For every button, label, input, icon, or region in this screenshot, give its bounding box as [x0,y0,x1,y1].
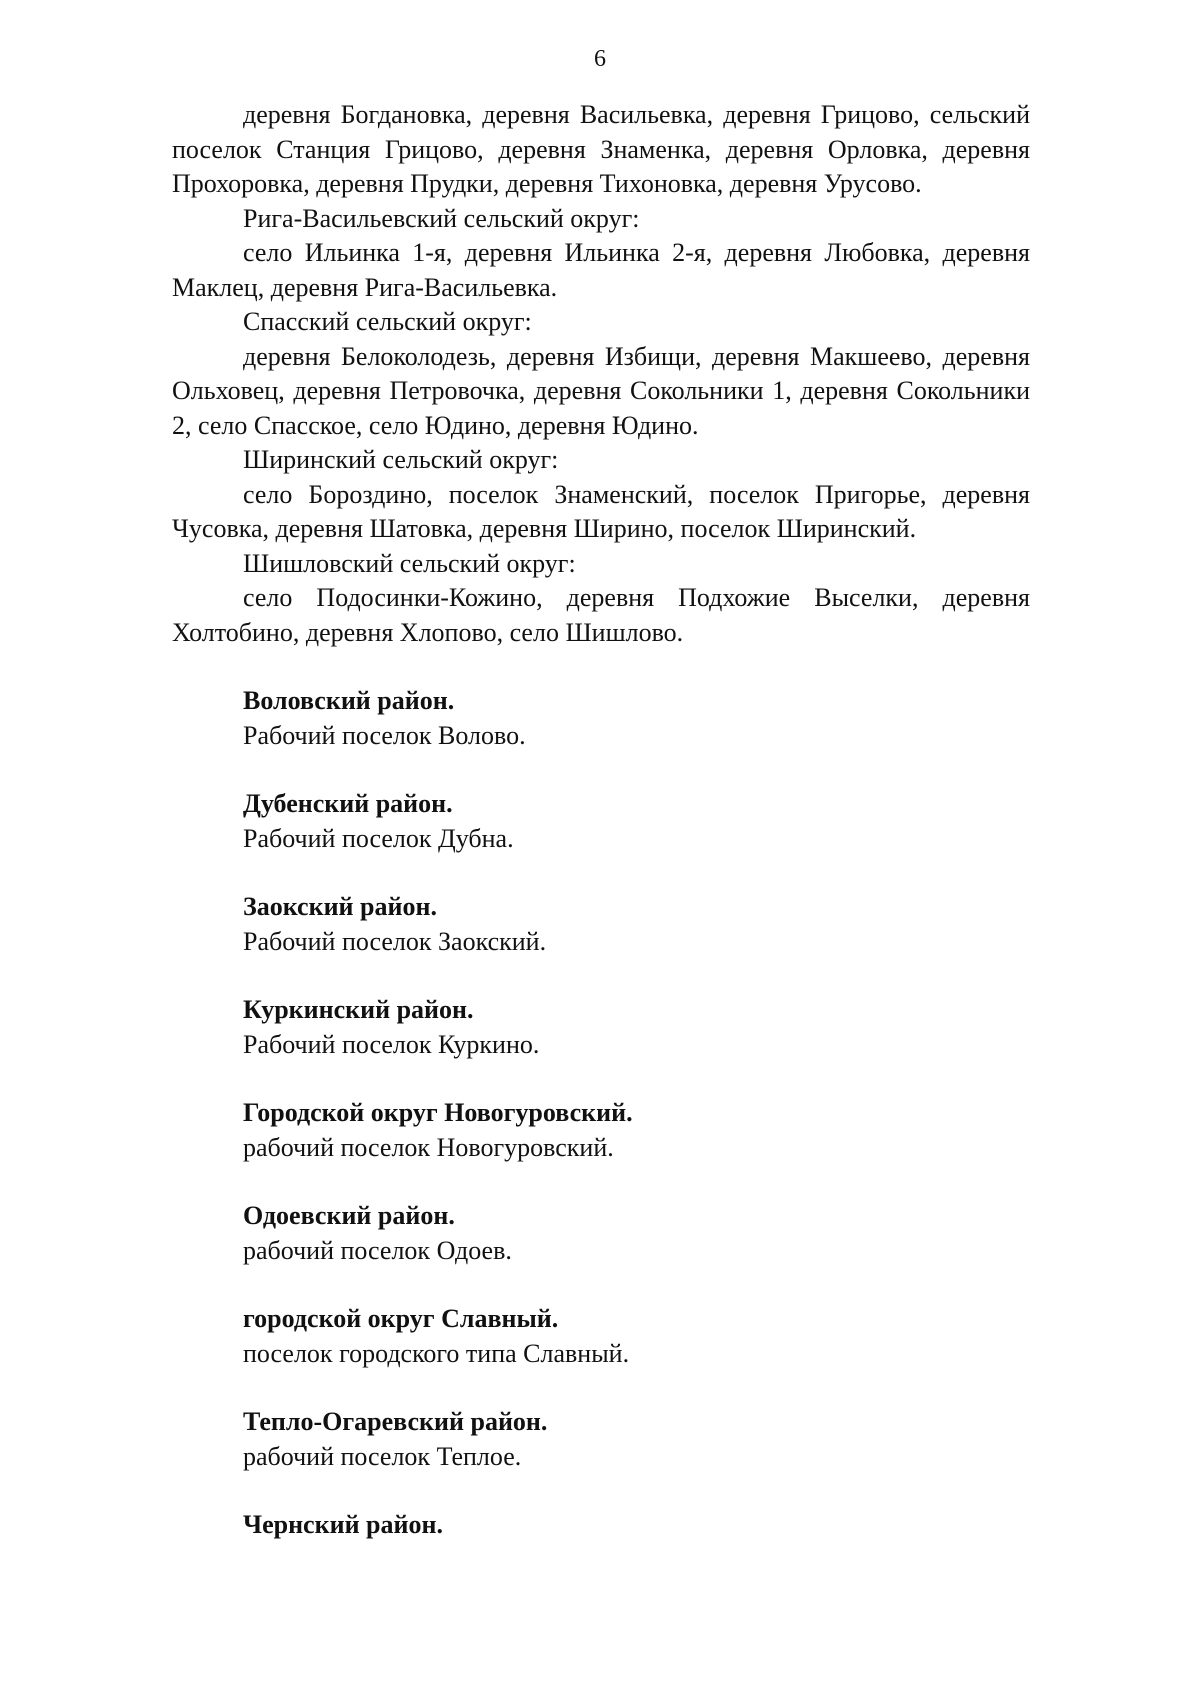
district-entry [172,1096,1030,1165]
district-settlement: рабочий поселок Новогуровский. [243,1132,614,1162]
district-entry [172,1405,1030,1474]
section-spacer [172,1165,1030,1199]
district-title: Одоевский район. [243,1201,455,1230]
district-settlement: Рабочий поселок Заокский. [243,926,547,956]
paragraph: село Ильинка 1-я, деревня Ильинка 2-я, деревня Любовка, деревня Маклец, деревня Рига-Васильевка. [172,238,1030,302]
section-spacer [172,753,1030,787]
district-title: Воловский район. [243,686,455,715]
paragraph-heading: Спасский сельский округ: [243,307,532,336]
district-entry [172,787,1030,856]
district-title: городской округ Славный. [243,1304,559,1333]
district-settlement: Рабочий поселок Волово. [243,720,526,750]
district-entry [172,890,1030,959]
district-title: Чернский район. [243,1510,443,1539]
paragraph: село Бороздино, поселок Знаменский, поселок Пригорье, деревня Чусовка, деревня Шатовка, деревня Ширино, поселок Ширинский. [172,479,1030,543]
section-spacer [172,1062,1030,1096]
district-settlement: рабочий поселок Одоев. [243,1235,512,1265]
district-entry [172,684,1030,753]
district-title: Городской округ Новогуровский. [243,1098,633,1127]
district-settlement: Рабочий поселок Куркино. [243,1029,540,1059]
district-entry [172,1508,1030,1543]
document-body [172,98,1030,1543]
page-number: 6 [594,46,606,72]
paragraph: деревня Богдановка, деревня Васильевка, деревня Грицово, сельский поселок Станция Грицово, деревня Знаменка, деревня Орловка, деревня Прохоровка, деревня Прудки, деревня Тихоновка, деревня Урусово. [172,100,1030,198]
paragraph-heading: Шишловский сельский округ: [243,548,576,578]
paragraph: село Подосинки-Кожино, деревня Подхожие Выселки, деревня Холтобино, деревня Хлопово, село Шишлово. [172,583,1030,647]
paragraph-heading: Рига-Васильевский сельский округ: [243,203,640,233]
district-settlement: рабочий поселок Теплое. [243,1441,522,1471]
section-spacer [172,856,1030,890]
district-title: Куркинский район. [243,995,474,1024]
district-entry [172,1302,1030,1371]
district-entry [172,1199,1030,1268]
paragraph: деревня Белоколодезь, деревня Избищи, деревня Макшеево, деревня Ольховец, деревня Петровочка, деревня Сокольники 1, деревня Сокольники 2, село Спасское, село Юдино, деревня Юдино. [172,341,1030,440]
paragraph-heading: Ширинский сельский округ: [243,445,559,474]
section-spacer [172,1268,1030,1302]
district-entry [172,993,1030,1062]
section-spacer [172,1474,1030,1508]
district-title: Дубенский район. [243,789,453,818]
district-settlement: поселок городского типа Славный. [243,1338,630,1368]
district-settlement: Рабочий поселок Дубна. [243,823,514,853]
section-spacer [172,959,1030,993]
section-spacer [172,1371,1030,1405]
section-spacer [172,650,1030,684]
district-title: Тепло-Огаревский район. [243,1407,548,1436]
district-title: Заокский район. [243,892,437,921]
